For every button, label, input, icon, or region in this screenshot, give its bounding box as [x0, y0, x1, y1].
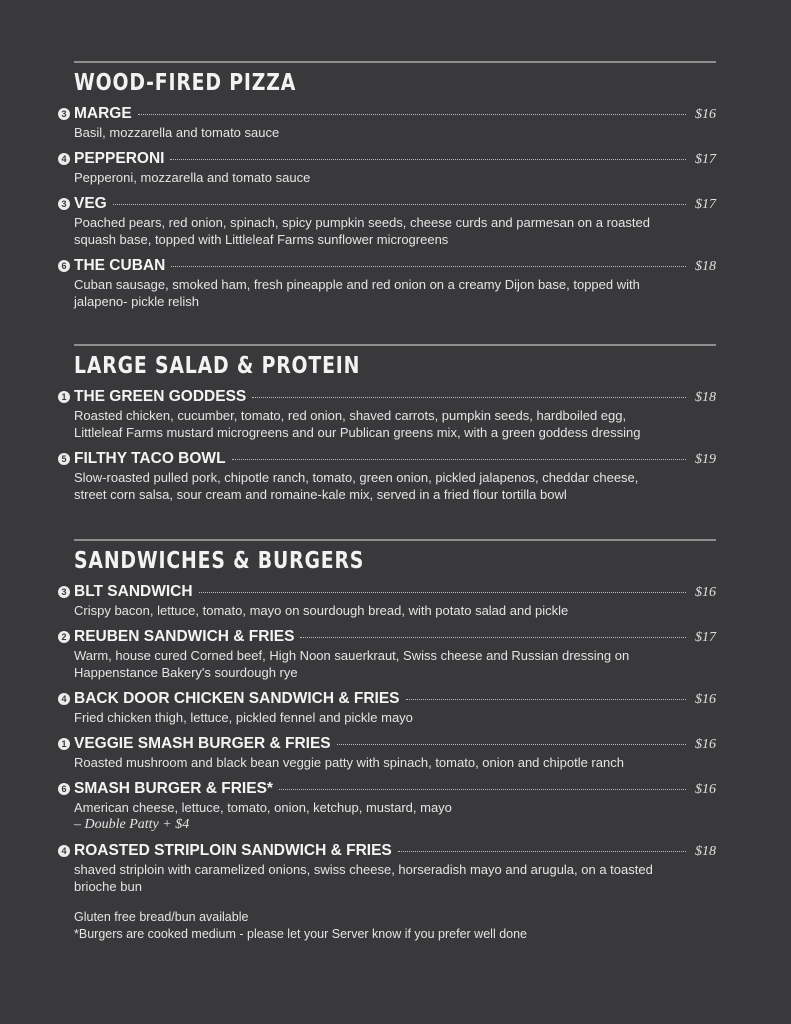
- spice-level-badge: 3: [58, 586, 70, 598]
- section-divider: [74, 61, 716, 63]
- menu-item-description: Poached pears, red onion, spinach, spicy pumpkin seeds, cheese curds and parmesan on a roasted squash base, topped with Littleleaf Farms sunflower microgreens: [74, 215, 650, 247]
- menu-notes: [74, 909, 716, 943]
- menu-item: [61, 388, 716, 441]
- menu-item-description: Warm, house cured Corned beef, High Noon sauerkraut, Swiss cheese and Russian dressing on Happenstance Bakery's sourdough rye: [74, 648, 630, 680]
- menu-note: *Burgers are cooked medium - please let your Server know if you prefer well done: [74, 927, 527, 941]
- spice-level-badge: 6: [58, 260, 70, 272]
- menu-item-description: shaved striploin with caramelized onions, swiss cheese, horseradish mayo and arugula, on a toasted brioche bun: [74, 862, 653, 894]
- menu-item: [61, 842, 716, 895]
- menu-item-price: $16: [695, 782, 716, 797]
- dot-leader: [171, 266, 686, 267]
- menu-item: [61, 780, 716, 833]
- menu-item-name: SMASH BURGER & FRIES*: [74, 780, 273, 797]
- spice-level-badge: 5: [58, 453, 70, 465]
- dot-leader: [337, 744, 686, 745]
- menu-item-description: Basil, mozzarella and tomato sauce: [74, 125, 280, 140]
- menu-item: [61, 735, 716, 771]
- menu-item: [61, 150, 716, 186]
- menu-item-name: REUBEN SANDWICH & FRIES: [74, 628, 295, 645]
- menu-item-header: [74, 735, 716, 754]
- section-divider: [74, 539, 716, 541]
- menu-item-name: VEG: [74, 195, 107, 212]
- spice-level-badge: 4: [58, 845, 70, 857]
- menu-item-description: Fried chicken thigh, lettuce, pickled fennel and pickle mayo: [74, 710, 413, 725]
- menu-item: [61, 450, 716, 503]
- menu-item-header: [74, 628, 716, 647]
- menu-item-description: Roasted chicken, cucumber, tomato, red onion, shaved carrots, pumpkin seeds, hardboiled egg, Littleleaf Farms mustard microgreens and our Publican greens mix, with a green goddess dressing: [74, 408, 641, 440]
- menu-item-price: $18: [695, 259, 716, 274]
- spice-level-badge: 3: [58, 198, 70, 210]
- menu-item-name: BLT SANDWICH: [74, 583, 193, 600]
- menu-item-description: American cheese, lettuce, tomato, onion, ketchup, mustard, mayo: [74, 800, 452, 815]
- menu-item-price: $17: [695, 152, 716, 167]
- dot-leader: [300, 637, 686, 638]
- menu-item-name: PEPPERONI: [74, 150, 165, 167]
- menu-item-description: Pepperoni, mozzarella and tomato sauce: [74, 170, 311, 185]
- menu-item: [61, 105, 716, 141]
- menu-item: [61, 195, 716, 248]
- spice-level-badge: 1: [58, 391, 70, 403]
- menu-item-header: [74, 388, 716, 407]
- dot-leader: [199, 592, 686, 593]
- menu-item-header: [74, 690, 716, 709]
- menu-item-price: $16: [695, 107, 716, 122]
- menu-item-name: ROASTED STRIPLOIN SANDWICH & FRIES: [74, 842, 392, 859]
- section-title: LARGE SALAD & PROTEIN: [74, 353, 361, 379]
- menu-item-name: BACK DOOR CHICKEN SANDWICH & FRIES: [74, 690, 400, 707]
- menu-item-name: THE GREEN GODDESS: [74, 388, 247, 405]
- dot-leader: [406, 699, 687, 700]
- menu-item: [61, 690, 716, 726]
- section-sandwiches-burgers: [61, 539, 716, 943]
- spice-level-badge: 2: [58, 631, 70, 643]
- menu-item-name: MARGE: [74, 105, 132, 122]
- menu-note: Gluten free bread/bun available: [74, 910, 249, 924]
- menu-item-addon: – Double Patty + $4: [74, 817, 190, 832]
- section-wood-fired-pizza: [61, 61, 716, 319]
- section-title: WOOD-FIRED PIZZA: [74, 70, 297, 96]
- menu-item: [61, 257, 716, 310]
- spice-level-badge: 6: [58, 783, 70, 795]
- menu-item-header: [74, 450, 716, 469]
- menu-item-header: [74, 842, 716, 861]
- menu-item-description: Crispy bacon, lettuce, tomato, mayo on sourdough bread, with potato salad and pickle: [74, 603, 569, 618]
- menu-item-price: $17: [695, 630, 716, 645]
- section-large-salad-protein: [61, 344, 716, 512]
- menu-item-name: VEGGIE SMASH BURGER & FRIES: [74, 735, 331, 752]
- menu-item-price: $16: [695, 585, 716, 600]
- menu-item-header: [74, 195, 716, 214]
- spice-level-badge: 4: [58, 693, 70, 705]
- dot-leader: [113, 204, 686, 205]
- menu-item-header: [74, 105, 716, 124]
- dot-leader: [138, 114, 686, 115]
- menu-item-header: [74, 583, 716, 602]
- menu-item-price: $17: [695, 197, 716, 212]
- menu-item-name: THE CUBAN: [74, 257, 166, 274]
- spice-level-badge: 1: [58, 738, 70, 750]
- spice-level-badge: 3: [58, 108, 70, 120]
- menu-item-price: $19: [695, 452, 716, 467]
- dot-leader: [232, 459, 686, 460]
- dot-leader: [252, 397, 686, 398]
- dot-leader: [279, 789, 686, 790]
- menu-item-price: $16: [695, 737, 716, 752]
- menu-item-price: $18: [695, 844, 716, 859]
- menu-item: [61, 628, 716, 681]
- dot-leader: [398, 851, 686, 852]
- menu-item: [61, 583, 716, 619]
- menu-item-name: FILTHY TACO BOWL: [74, 450, 226, 467]
- menu-item-description: Cuban sausage, smoked ham, fresh pineapple and red onion on a creamy Dijon base, topped with jalapeno- pickle relish: [74, 277, 640, 309]
- menu-item-description: Roasted mushroom and black bean veggie patty with spinach, tomato, onion and chipotle ranch: [74, 755, 624, 770]
- menu-item-header: [74, 257, 716, 276]
- section-title: SANDWICHES & BURGERS: [74, 548, 365, 574]
- menu-item-description: Slow-roasted pulled pork, chipotle ranch, tomato, green onion, pickled jalapenos, cheddar cheese, street corn salsa, sour cream and romaine-kale mix, served in a fried flour tortilla bowl: [74, 470, 639, 502]
- menu-item-price: $16: [695, 692, 716, 707]
- menu-item-header: [74, 780, 716, 799]
- section-divider: [74, 344, 716, 346]
- menu-item-header: [74, 150, 716, 169]
- dot-leader: [170, 159, 686, 160]
- spice-level-badge: 4: [58, 153, 70, 165]
- menu-item-price: $18: [695, 390, 716, 405]
